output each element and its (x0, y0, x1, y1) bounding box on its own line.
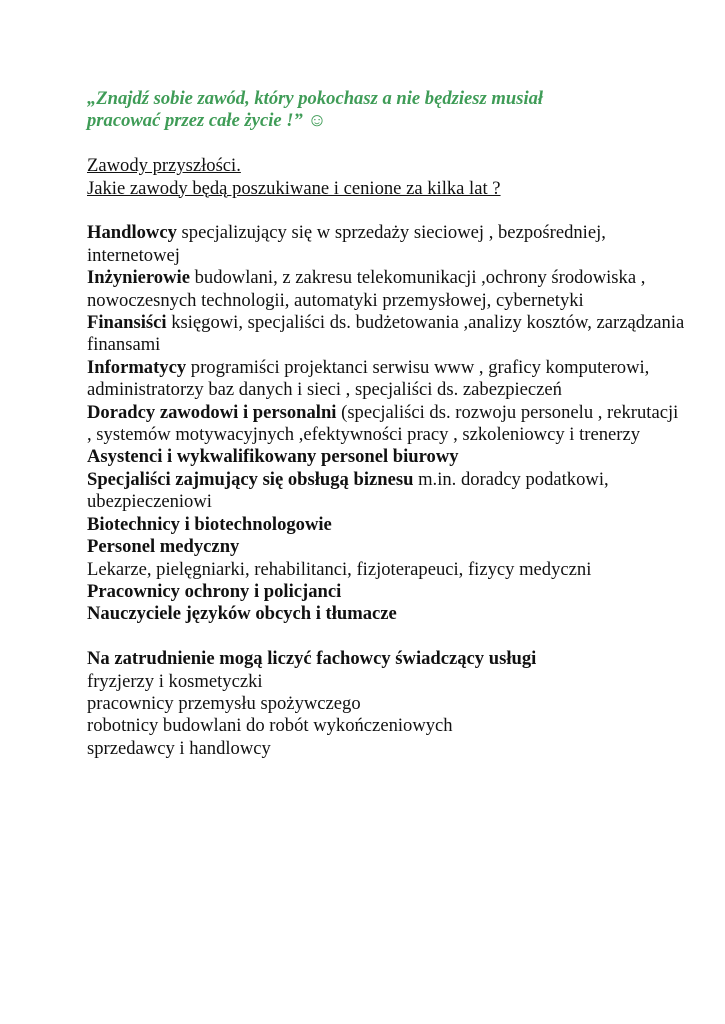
profession-desc: m.in. doradcy podatkowi, ubezpieczeniowi (87, 468, 609, 513)
service-item: sprzedawcy i handlowcy (87, 737, 271, 759)
profession-title: Personel medyczny (87, 536, 240, 558)
profession-desc: księgowi, specjaliści ds. budżetowania ,analizy kosztów, zarządzania finansami (87, 312, 685, 356)
professions-list (87, 222, 687, 625)
quote-line-2: pracować przez całe życie !” ☺ (87, 110, 327, 132)
profession-title: Specjaliści zajmujący się obsługą biznesu (87, 468, 414, 490)
profession-title: Doradcy zawodowi i personalni (87, 401, 337, 423)
medical-list: Lekarze, pielęgniarki, rehabilitanci, fizjoterapeuci, fizycy medyczni (87, 558, 592, 580)
profession-item (87, 469, 687, 514)
spacer (87, 200, 687, 222)
profession-item (87, 446, 687, 468)
profession-desc: (specjaliści ds. rozwoju personelu , rekrutacji , systemów motywacyjnych ,efektywności pracy , szkoleniowcy i trenerzy (87, 401, 679, 446)
profession-item (87, 536, 687, 558)
profession-item (87, 222, 687, 267)
profession-desc: programiści projektanci serwisu www , graficy komputerowi, administratorzy baz danych i sieci , specjaliści ds. zabezpieczeń (87, 356, 650, 401)
services-heading: Na zatrudnienie mogą liczyć fachowcy świadczący usługi (87, 648, 537, 670)
spacer (87, 626, 687, 648)
service-item: pracownicy przemysłu spożywczego (87, 692, 361, 714)
profession-title: Asystenci i wykwalifikowany personel biurowy (87, 446, 459, 468)
profession-title: Handlowcy (87, 222, 177, 244)
profession-desc: specjalizujący się w sprzedaży sieciowej , bezpośredniej, internetowej (87, 222, 606, 266)
spacer (87, 133, 687, 155)
service-item: robotnicy budowlani do robót wykończeniowych (87, 715, 453, 737)
profession-item: Pracownicy ochrony i policjanci (87, 580, 342, 602)
quote-line-1: „Znajdź sobie zawód, który pokochasz a nie będziesz musiał (87, 88, 544, 109)
section-heading (87, 155, 687, 200)
profession-item (87, 402, 687, 447)
profession-item: Nauczyciele języków obcych i tłumacze (87, 603, 397, 625)
heading-line-1: Zawody przyszłości. (87, 155, 241, 177)
profession-item (87, 357, 687, 402)
profession-title: Inżynierowie (87, 267, 190, 289)
service-item: fryzjerzy i kosmetyczki (87, 670, 263, 692)
profession-title: Biotechnicy i biotechnologowie (87, 513, 332, 535)
profession-title: Informatycy (87, 356, 187, 378)
heading-line-2: Jakie zawody będą poszukiwane i cenione za kilka lat ? (87, 177, 501, 199)
profession-item (87, 514, 687, 536)
document-page (87, 88, 687, 760)
motto-quote (87, 88, 687, 133)
services-section (87, 648, 687, 760)
profession-item (87, 267, 687, 312)
profession-item (87, 312, 687, 357)
profession-desc: budowlani, z zakresu telekomunikacji ,ochrony środowiska , nowoczesnych technologii, automatyki przemysłowej, cybernetyki (87, 267, 646, 311)
profession-title: Finansiści (87, 312, 167, 334)
